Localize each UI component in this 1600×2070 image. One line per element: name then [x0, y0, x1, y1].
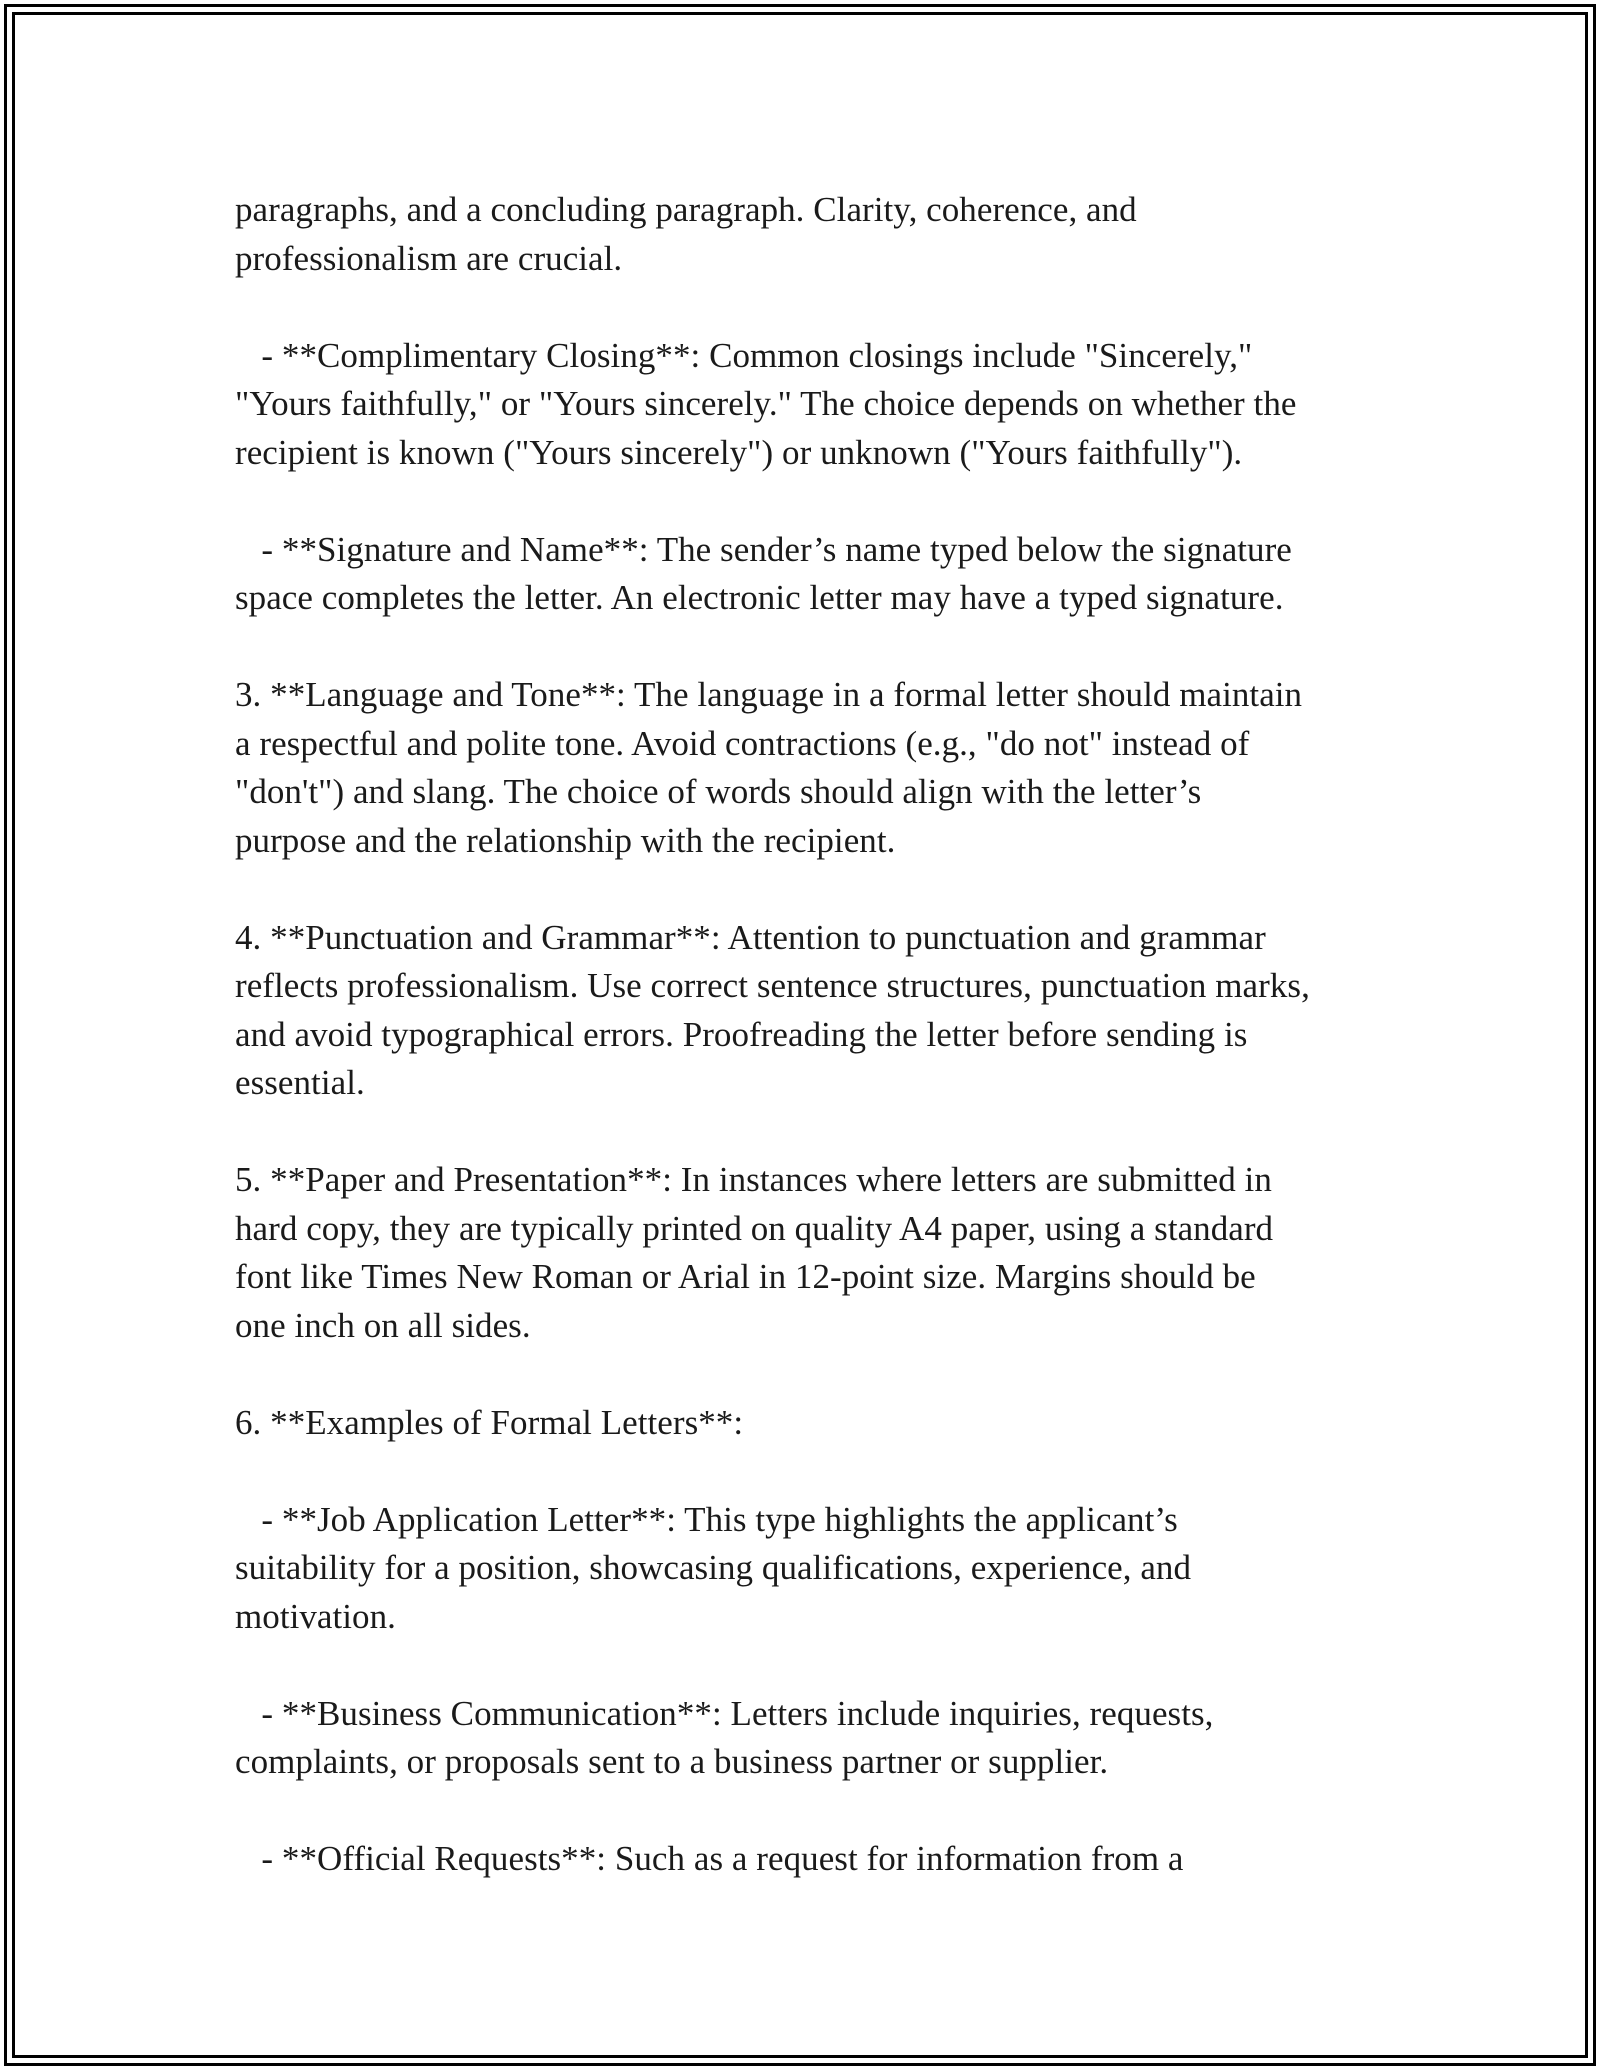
paragraph-language-and-tone: 3. **Language and Tone**: The language in a formal letter should maintain a respectful and polite tone. Avoid contractions (e.g., "do not" instead of "don't") and slang. The choice of words should align with the letter’s purpose and the relationship with the recipient. — [235, 675, 1303, 860]
paragraph-punctuation-and-grammar: 4. **Punctuation and Grammar**: Attention to punctuation and grammar reflects professionalism. Use correct sentence structures, punctuation marks, and avoid typographical errors. Proofreading the letter before sending is essential. — [235, 917, 1310, 1102]
paragraph-intro-continuation: paragraphs, and a concluding paragraph. Clarity, coherence, and professionalism are crucial. — [235, 190, 1137, 278]
paragraph-job-application-letter: - **Job Application Letter**: This type highlights the applicant’s suitability for a position, showcasing qualifications, experience, and motivation. — [235, 1499, 1192, 1636]
paragraph-examples-heading: 6. **Examples of Formal Letters**: — [235, 1402, 744, 1442]
paragraph-paper-and-presentation: 5. **Paper and Presentation**: In instances where letters are submitted in hard copy, they are typically printed on quality A4 paper, using a standard font like Times New Roman or Arial in 12-point size. Margins should be one inch on all sides. — [235, 1160, 1274, 1345]
paragraph-signature-and-name: - **Signature and Name**: The sender’s name typed below the signature space completes the letter. An electronic letter may have a typed signature. — [235, 529, 1292, 617]
document-body — [235, 186, 1365, 1884]
paragraph-official-requests: - **Official Requests**: Such as a request for information from a — [235, 1839, 1184, 1878]
paragraph-complimentary-closing: - **Complimentary Closing**: Common closings include "Sincerely," "Yours faithfully," or "Yours sincerely." The choice depends on whether the recipient is known ("Yours sincerely") or unknown ("Yours faithfully"). — [235, 335, 1297, 472]
paragraph-business-communication: - **Business Communication**: Letters include inquiries, requests, complaints, or proposals sent to a business partner or supplier. — [235, 1693, 1214, 1781]
